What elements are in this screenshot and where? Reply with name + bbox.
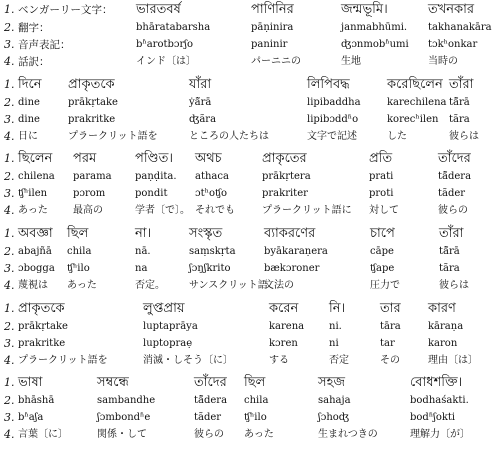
- gloss-word: তার: [380, 301, 401, 316]
- gloss-word: জন্মভূমি।: [341, 2, 388, 17]
- gloss-word: বোধশক্তি।: [410, 375, 463, 390]
- gloss-word: bʱarotbɔrʃo: [136, 39, 193, 50]
- gloss-word: dine: [18, 97, 40, 108]
- gloss-word: bhāratabarsha: [136, 22, 211, 33]
- gloss-word: প্রতি: [369, 151, 393, 166]
- japanese-gloss-line: [0, 427, 503, 443]
- gloss-word: pondit: [135, 188, 168, 199]
- gloss-word: ʃɔŋʃkrito: [189, 263, 231, 274]
- gloss-word: prakritke: [18, 338, 66, 349]
- gloss-word: তাঁরা: [449, 77, 474, 92]
- gloss-word: 圧力で: [370, 280, 400, 291]
- gloss-word: পাণিনির: [251, 2, 294, 17]
- line-number: 1.: [4, 3, 15, 16]
- transliteration-line: [0, 244, 503, 260]
- gloss-word: パーニニの: [251, 56, 301, 67]
- gloss-word: それでも: [195, 205, 235, 216]
- gloss-word: tãra: [449, 114, 470, 125]
- gloss-word: ʧʰilen: [18, 188, 48, 199]
- gloss-word: তখনকার: [428, 2, 475, 17]
- gloss-word: সহজ: [318, 375, 346, 390]
- gloss-word: পরম: [73, 151, 97, 166]
- line-label: 話訳：: [18, 56, 50, 68]
- gloss-word: tā̃dera: [194, 395, 228, 406]
- gloss-word: paninir: [251, 39, 288, 50]
- gloss-word: paṇḍita.: [135, 171, 177, 182]
- line-number: 3.: [4, 113, 15, 126]
- gloss-word: করেন: [269, 301, 299, 316]
- gloss-word: dine: [18, 114, 40, 125]
- line-number: 3.: [4, 337, 15, 350]
- gloss-word: ʤɔnmobʱumi: [341, 39, 409, 50]
- gloss-word: ছিল: [67, 226, 89, 241]
- gloss-word: 彼らの: [438, 205, 468, 216]
- gloss-word: lipibɔddʱo: [307, 114, 359, 125]
- gloss-word: bodhaśakti.: [410, 395, 469, 406]
- gloss-word: karon: [428, 338, 458, 349]
- bengali-script-line: [0, 2, 503, 18]
- line-number: 1.: [4, 227, 15, 240]
- phonetic-line: [0, 112, 503, 128]
- gloss-word: する: [269, 355, 289, 366]
- gloss-word: saṃskṛta: [189, 246, 236, 257]
- gloss-word: 最高の: [73, 205, 103, 216]
- gloss-word: তাঁদের: [194, 375, 227, 390]
- gloss-word: ব্যাকরণের: [264, 226, 316, 241]
- gloss-word: ভাষা: [18, 375, 43, 390]
- gloss-word: chilena: [18, 171, 55, 182]
- line-label: 音声表記：: [18, 39, 71, 51]
- line-number: 2.: [4, 320, 15, 333]
- gloss-word: ʃɔmbondʱe: [97, 412, 151, 423]
- gloss-word: あった: [67, 280, 97, 291]
- gloss-word: bodʱʃokti: [410, 412, 456, 423]
- gloss-word: 言葉〔に〕: [18, 429, 68, 440]
- gloss-word: luptaprāya: [143, 321, 198, 332]
- line-number: 4.: [4, 428, 15, 441]
- gloss-word: chila: [67, 246, 92, 257]
- gloss-word: ʃɔhoʤ: [318, 412, 350, 423]
- gloss-word: 否定。: [135, 280, 165, 291]
- gloss-word: 理解力〔が〕: [410, 429, 470, 440]
- gloss-word: nā.: [135, 246, 151, 257]
- transliteration-line: [0, 169, 503, 185]
- gloss-word: bækɔroner: [264, 263, 320, 274]
- line-number: 3.: [4, 262, 15, 275]
- bengali-script-line: [0, 77, 503, 93]
- gloss-word: 生まれつきの: [318, 429, 378, 440]
- gloss-word: kɔren: [269, 338, 298, 349]
- gloss-word: 彼らは: [449, 131, 479, 142]
- gloss-word: サンスクリット語: [189, 280, 268, 291]
- gloss-word: tar: [380, 338, 395, 349]
- gloss-word: 関係・して: [97, 429, 147, 440]
- gloss-word: সংস্কৃত: [189, 226, 223, 241]
- gloss-word: অথচ: [195, 151, 222, 166]
- gloss-word: 文字で記述: [307, 131, 357, 142]
- gloss-word: した: [387, 131, 407, 142]
- gloss-word: অবজ্ঞা: [18, 226, 53, 241]
- phonetic-line: [0, 37, 503, 53]
- gloss-word: যাঁরা: [189, 77, 212, 92]
- gloss-word: নি।: [329, 301, 346, 316]
- transliteration-line: [0, 393, 503, 409]
- line-number: 1.: [4, 302, 15, 315]
- gloss-word: pāṇinira: [251, 22, 294, 33]
- gloss-word: takhanakāra: [428, 22, 492, 33]
- gloss-word: parama: [73, 171, 112, 182]
- gloss-word: কারণ: [428, 301, 456, 316]
- line-number: 1.: [4, 152, 15, 165]
- gloss-word: あった: [18, 205, 48, 216]
- gloss-word: cāpe: [370, 246, 394, 257]
- gloss-word: পণ্ডিত।: [135, 151, 173, 166]
- line-number: 1.: [4, 78, 15, 91]
- gloss-word: ẏā̃rā: [189, 97, 212, 108]
- gloss-word: sahaja: [318, 395, 351, 406]
- gloss-word: bhāshā: [18, 395, 55, 406]
- gloss-word: lipibaddha: [307, 97, 361, 108]
- gloss-word: athaca: [195, 171, 229, 182]
- gloss-word: tā̃rā: [439, 246, 460, 257]
- gloss-word: tãder: [194, 412, 222, 423]
- line-number: 4.: [4, 55, 15, 68]
- line-number: 4.: [4, 279, 15, 292]
- gloss-word: prakriter: [262, 188, 308, 199]
- gloss-word: インド〔は〕: [136, 56, 196, 67]
- gloss-word: 文法の: [264, 280, 294, 291]
- gloss-word: লুপ্তপ্রায়: [143, 301, 185, 316]
- gloss-word: 理由〔は〕: [428, 355, 478, 366]
- gloss-word: sambandhe: [97, 395, 156, 406]
- line-label: 翻字：: [18, 22, 50, 34]
- line-number: 3.: [4, 38, 15, 51]
- gloss-word: তাঁদের: [438, 151, 471, 166]
- gloss-word: করেছিলেন: [387, 77, 443, 92]
- gloss-word: ʧʰilo: [244, 412, 267, 423]
- gloss-word: ছিল: [244, 375, 266, 390]
- gloss-word: চাপে: [370, 226, 395, 241]
- gloss-word: 彼らは: [439, 280, 469, 291]
- gloss-word: 対して: [369, 205, 399, 216]
- gloss-word: 彼らの: [194, 429, 224, 440]
- gloss-word: luptopraẹ: [143, 338, 193, 349]
- gloss-word: 日に: [18, 131, 38, 142]
- gloss-word: না।: [135, 226, 152, 241]
- line-number: 4.: [4, 354, 15, 367]
- gloss-word: ɔbogga: [18, 263, 55, 274]
- gloss-word: ছিলেন: [18, 151, 53, 166]
- gloss-word: 生地: [341, 56, 361, 67]
- gloss-word: ʧʰilo: [67, 263, 90, 274]
- gloss-word: korecʰilen: [387, 114, 439, 125]
- gloss-word: 蔑視は: [18, 280, 48, 291]
- line-number: 2.: [4, 96, 15, 109]
- gloss-word: ʧape: [370, 263, 395, 274]
- line-number: 2.: [4, 394, 15, 407]
- gloss-word: ni.: [329, 321, 342, 332]
- gloss-word: ni: [329, 338, 339, 349]
- gloss-word: abajñā: [18, 246, 52, 257]
- bengali-script-line: [0, 151, 503, 167]
- gloss-word: সম্বন্ধে: [97, 375, 129, 390]
- gloss-word: プラークリット語を: [18, 355, 108, 366]
- gloss-word: 消滅・しそう〔に〕: [143, 355, 233, 366]
- gloss-word: byākaraṇera: [264, 246, 328, 257]
- transliteration-line: [0, 20, 503, 36]
- phonetic-line: [0, 410, 503, 426]
- gloss-word: দিনে: [18, 77, 42, 92]
- phonetic-line: [0, 261, 503, 277]
- gloss-word: na: [135, 263, 148, 274]
- japanese-gloss-line: [0, 278, 503, 294]
- transliteration-line: [0, 95, 503, 111]
- gloss-word: 学者〔で〕。: [135, 205, 190, 216]
- gloss-word: proti: [369, 188, 394, 199]
- gloss-word: tā̃rā: [449, 97, 470, 108]
- gloss-word: プラークリット語を: [68, 131, 158, 142]
- line-number: 3.: [4, 187, 15, 200]
- japanese-gloss-line: [0, 54, 503, 70]
- gloss-word: 当時の: [428, 56, 458, 67]
- japanese-gloss-line: [0, 129, 503, 145]
- gloss-word: prati: [369, 171, 394, 182]
- gloss-word: prakritke: [68, 114, 116, 125]
- phonetic-line: [0, 336, 503, 352]
- line-number: 3.: [4, 411, 15, 424]
- phonetic-line: [0, 186, 503, 202]
- gloss-word: tāra: [380, 321, 401, 332]
- gloss-word: ʤãra: [189, 114, 217, 125]
- transliteration-line: [0, 319, 503, 335]
- gloss-word: chila: [244, 395, 269, 406]
- gloss-word: prākṛtake: [18, 321, 68, 332]
- gloss-word: あった: [244, 429, 274, 440]
- gloss-word: প্রাকৃতের: [262, 151, 307, 166]
- gloss-word: bʱaʃa: [18, 412, 44, 423]
- japanese-gloss-line: [0, 353, 503, 369]
- bengali-script-line: [0, 301, 503, 317]
- japanese-gloss-line: [0, 203, 503, 219]
- gloss-word: ところの人たちは: [189, 131, 269, 142]
- gloss-word: pɔrom: [73, 188, 106, 199]
- gloss-word: tãra: [439, 263, 460, 274]
- gloss-word: tā̃dera: [438, 171, 472, 182]
- gloss-word: প্রাকৃতকে: [68, 77, 115, 92]
- gloss-word: janmabhūmi.: [341, 22, 408, 33]
- gloss-word: kāraṇa: [428, 321, 464, 332]
- bengali-script-line: [0, 226, 503, 242]
- line-number: 4.: [4, 204, 15, 217]
- gloss-word: karena: [269, 321, 305, 332]
- line-number: 4.: [4, 130, 15, 143]
- gloss-word: tɔkʰonkar: [428, 39, 478, 50]
- gloss-word: karechilena: [387, 97, 447, 108]
- bengali-script-line: [0, 375, 503, 391]
- gloss-word: prākṛtera: [262, 171, 311, 182]
- gloss-word: tãder: [438, 188, 466, 199]
- line-number: 2.: [4, 245, 15, 258]
- gloss-word: ভারতবর্ষ: [136, 2, 181, 17]
- gloss-word: prākṛtake: [68, 97, 118, 108]
- gloss-word: 否定: [329, 355, 349, 366]
- line-number: 2.: [4, 21, 15, 34]
- line-label: ベンガーリー文字：: [18, 4, 113, 16]
- gloss-word: তাঁরা: [439, 226, 464, 241]
- gloss-word: প্রাকৃতকে: [18, 301, 65, 316]
- gloss-word: লিপিবদ্ধ: [307, 77, 350, 92]
- gloss-word: その: [380, 355, 400, 366]
- line-number: 1.: [4, 376, 15, 389]
- gloss-word: プラークリット語に: [262, 205, 352, 216]
- gloss-word: ɔtʰoʧo: [195, 188, 227, 199]
- line-number: 2.: [4, 170, 15, 183]
